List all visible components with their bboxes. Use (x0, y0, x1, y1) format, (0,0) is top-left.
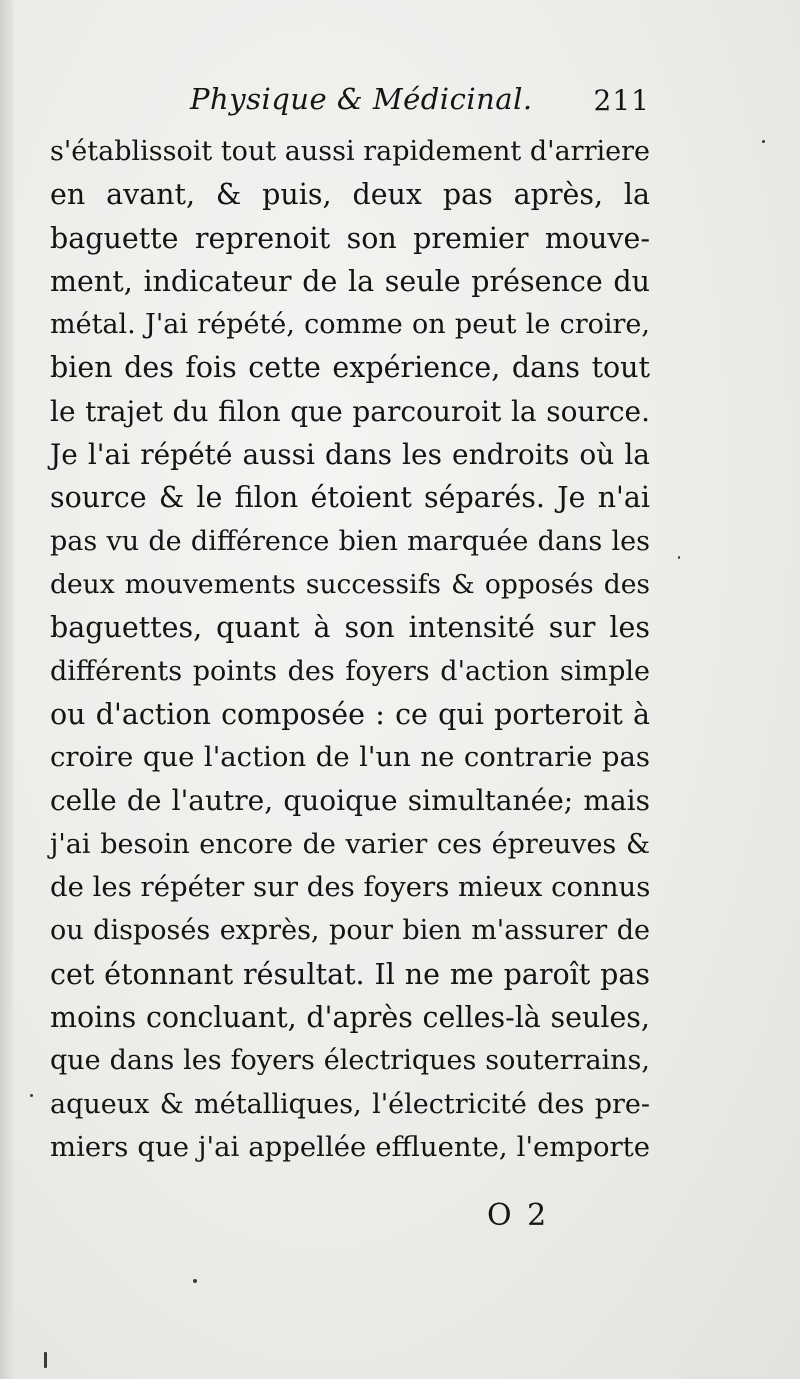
text-line: ment, indicateur de la seule présence du (50, 264, 650, 298)
text-line: baguettes, quant à son intensité sur les (50, 611, 650, 645)
text-line: Je l'ai répété aussi dans les endroits où la (50, 438, 650, 472)
text-line: de les répéter sur des foyers mieux connus (50, 871, 651, 904)
signature-mark: O 2 (487, 1198, 550, 1233)
paper-speck (30, 1094, 33, 1097)
running-head (190, 78, 650, 122)
text-line: source & le filon étoient séparés. Je n'ai (50, 481, 650, 515)
page-binding-edge (0, 0, 14, 1379)
body-text (50, 130, 650, 1169)
text-line: bien des fois cette expérience, dans tout (50, 351, 650, 385)
text-line: celle de l'autre, quoique simultanée; mais (50, 784, 650, 818)
running-title: Physique & Médicinal. (190, 82, 533, 116)
text-line: deux mouvements successifs & opposés des (50, 568, 650, 600)
paper-speck (193, 1279, 197, 1283)
paper-speck (762, 140, 765, 143)
text-line: que dans les foyers électriques souterrains, (50, 1045, 650, 1077)
text-line: j'ai besoin encore de varier ces épreuves & (50, 828, 650, 860)
text-line: ou d'action composée : ce qui porteroit à (50, 697, 650, 731)
text-line: différents points des foyers d'action simple (50, 655, 650, 687)
paper-speck (44, 1352, 47, 1368)
text-line: cet étonnant résultat. Il ne me paroît pas (50, 957, 650, 991)
text-line: pas vu de différence bien marquée dans les (50, 525, 650, 557)
text-line: croire que l'action de l'un ne contrarie pas (50, 741, 650, 774)
paper-speck (678, 556, 680, 559)
text-line: ou disposés exprès, pour bien m'assurer de (50, 915, 650, 947)
text-line: métal. J'ai répété, comme on peut le croire, (50, 309, 650, 341)
text-line: le trajet du filon que parcouroit la source. (50, 394, 650, 428)
text-line: moins concluant, d'après celles-là seules, (50, 1000, 650, 1034)
page-number: 211 (593, 84, 650, 117)
text-line: aqueux & métalliques, l'électricité des pre- (50, 1088, 650, 1120)
text-line: miers que j'ai appellée effluente, l'emporte (50, 1130, 650, 1163)
text-line: en avant, & puis, deux pas après, la (50, 178, 650, 212)
text-line: s'établissoit tout aussi rapidement d'arriere (50, 136, 650, 167)
text-line: baguette reprenoit son premier mouve- (50, 221, 650, 255)
